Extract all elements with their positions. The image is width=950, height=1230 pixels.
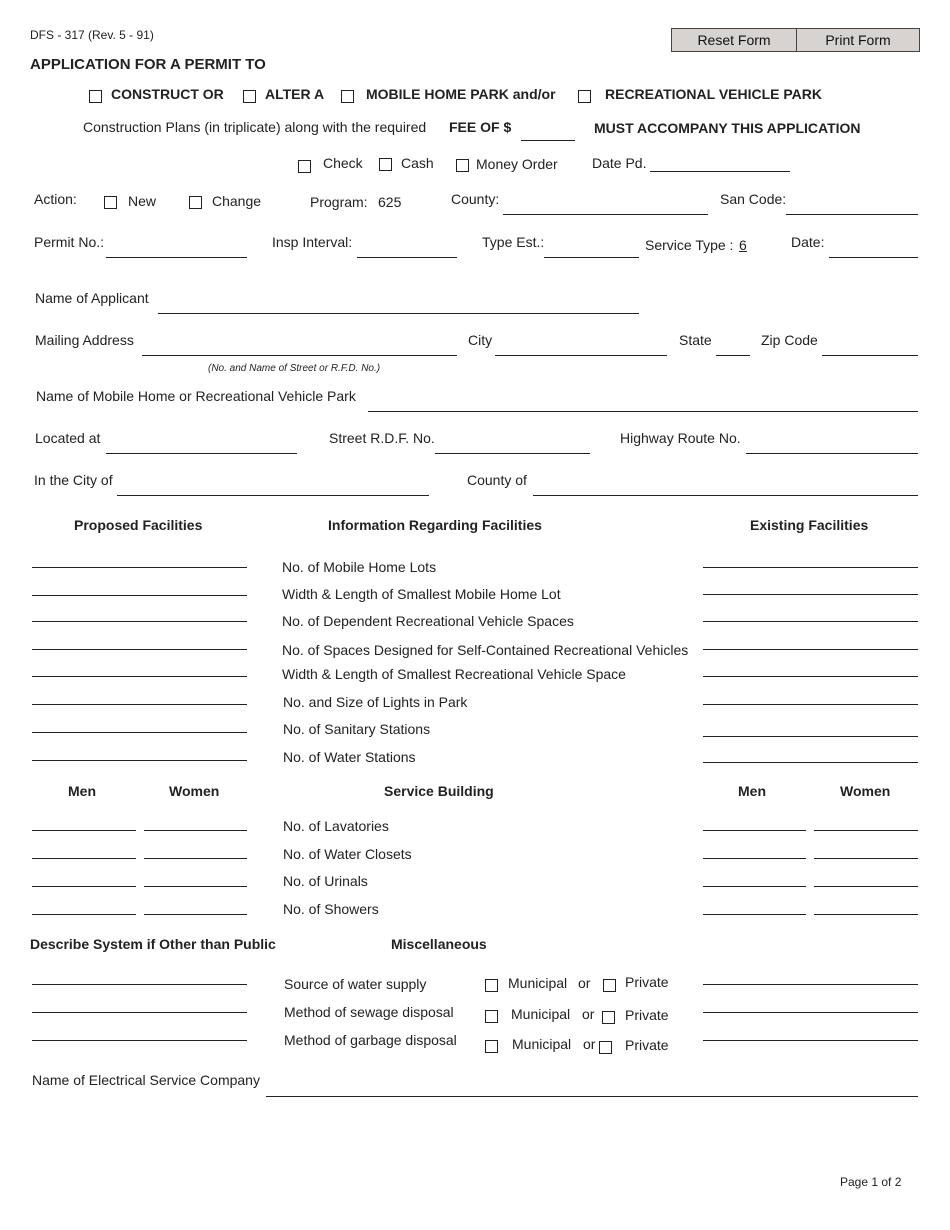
sewage-municipal-checkbox[interactable] [485,1010,498,1023]
men-proposed-field[interactable] [32,886,136,887]
money-order-label: Money Order [476,156,558,172]
service-type-label: Service Type : [645,237,734,253]
date-paid-field[interactable] [650,171,790,172]
proposed-field[interactable] [32,567,247,568]
describe-system-field[interactable] [32,1012,247,1013]
must-accompany-text: MUST ACCOMPANY THIS APPLICATION [594,120,861,136]
service-item: No. of Water Closets [283,846,412,862]
cash-checkbox[interactable] [379,158,392,171]
mailing-address-field[interactable] [142,355,457,356]
women-existing-field[interactable] [814,914,918,915]
mobile-home-park-checkbox[interactable] [341,90,354,103]
or-label: or [582,1006,595,1022]
existing-field[interactable] [703,567,918,568]
form-title: APPLICATION FOR A PERMIT TO [30,56,266,73]
address-note: (No. and Name of Street or R.F.D. No.) [208,363,381,374]
applicant-name-field[interactable] [158,313,639,314]
fee-field[interactable] [521,140,575,141]
proposed-field[interactable] [32,704,247,705]
in-city-field[interactable] [117,495,429,496]
existing-facilities-heading: Existing Facilities [750,517,869,533]
facility-item: No. of Sanitary Stations [283,721,431,737]
describe-system-field[interactable] [32,1040,247,1041]
existing-field[interactable] [703,649,918,650]
garbage-private-checkbox[interactable] [599,1041,612,1054]
type-est-label: Type Est.: [482,234,545,250]
describe-system-heading: Describe System if Other than Public [30,936,276,952]
facility-item: Width & Length of Smallest Mobile Home Lot [282,586,561,602]
check-checkbox[interactable] [298,160,311,173]
street-label: Street R.D.F. No. [329,430,435,446]
fee-text: Construction Plans (in triplicate) along with the required [83,119,427,135]
men-heading-left: Men [68,783,96,799]
women-proposed-field[interactable] [144,858,247,859]
women-existing-field[interactable] [814,858,918,859]
service-item: No. of Urinals [283,873,368,889]
facility-item: No. of Dependent Recreational Vehicle Spaces [282,613,574,629]
reset-form-button[interactable]: Reset Form [671,28,797,52]
private-label: Private [625,1007,669,1023]
water-private-checkbox[interactable] [603,979,616,992]
program-label: Program: [310,194,368,210]
men-heading-right: Men [738,783,766,799]
electric-company-field[interactable] [266,1096,918,1097]
proposed-field[interactable] [32,621,247,622]
existing-field[interactable] [703,676,918,677]
proposed-field[interactable] [32,676,247,677]
date-label: Date: [791,234,825,250]
misc-item: Source of water supply [284,976,427,992]
insp-interval-label: Insp Interval: [272,234,353,250]
form-id: DFS - 317 (Rev. 5 - 91) [30,28,154,42]
county-label: County: [451,191,500,207]
existing-field[interactable] [703,594,918,595]
facility-item: No. of Spaces Designed for Self-Contained Recreational Vehicles [282,642,689,658]
alter-label: ALTER A [265,86,325,102]
money-order-checkbox[interactable] [456,159,469,172]
date-paid-label: Date Pd. [592,155,647,171]
page-number: Page 1 of 2 [840,1175,902,1189]
existing-field[interactable] [703,762,918,763]
women-proposed-field[interactable] [144,830,247,831]
state-label: State [679,332,712,348]
construct-checkbox[interactable] [89,90,102,103]
rv-park-checkbox[interactable] [578,90,591,103]
misc-existing-field[interactable] [703,1040,918,1041]
construct-label: CONSTRUCT OR [111,86,224,102]
municipal-label: Municipal [511,1006,571,1022]
men-existing-field[interactable] [703,886,806,887]
permit-no-label: Permit No.: [34,234,105,250]
men-existing-field[interactable] [703,914,806,915]
new-checkbox[interactable] [104,196,117,209]
check-label: Check [323,155,363,171]
proposed-field[interactable] [32,732,247,733]
miscellaneous-heading: Miscellaneous [391,936,487,952]
info-facilities-heading: Information Regarding Facilities [328,517,542,533]
insp-interval-field[interactable] [357,257,457,258]
sewage-private-checkbox[interactable] [602,1011,615,1024]
or-label: or [583,1036,596,1052]
women-heading-right: Women [840,783,891,799]
garbage-municipal-checkbox[interactable] [485,1040,498,1053]
existing-field[interactable] [703,736,918,737]
describe-system-field[interactable] [32,984,247,985]
existing-field[interactable] [703,621,918,622]
alter-checkbox[interactable] [243,90,256,103]
street-field[interactable] [435,453,590,454]
facility-item: No. and Size of Lights in Park [283,694,468,710]
facility-item: No. of Water Stations [283,749,416,765]
misc-existing-field[interactable] [703,1012,918,1013]
date-field[interactable] [829,257,918,258]
misc-item: Method of sewage disposal [284,1004,454,1020]
new-label: New [128,193,157,209]
men-proposed-field[interactable] [32,914,136,915]
applicant-name-label: Name of Applicant [35,290,149,306]
program-value: 625 [378,194,402,210]
service-building-heading: Service Building [384,783,494,799]
print-form-button[interactable]: Print Form [796,28,920,52]
existing-field[interactable] [703,704,918,705]
san-code-field[interactable] [786,214,918,215]
state-field[interactable] [716,355,750,356]
county-of-label: County of [467,472,527,488]
located-at-label: Located at [35,430,101,446]
proposed-field[interactable] [32,760,247,761]
san-code-label: San Code: [720,191,787,207]
proposed-facilities-heading: Proposed Facilities [74,517,203,533]
mailing-address-label: Mailing Address [35,332,134,348]
municipal-label: Municipal [508,975,568,991]
city-field[interactable] [495,355,667,356]
fee-label: FEE OF $ [449,119,512,135]
county-of-field[interactable] [533,495,918,496]
change-checkbox[interactable] [189,196,202,209]
women-heading-left: Women [169,783,220,799]
service-item: No. of Showers [283,901,379,917]
proposed-field[interactable] [32,649,247,650]
change-label: Change [212,193,262,209]
misc-item: Method of garbage disposal [284,1032,457,1048]
misc-existing-field[interactable] [703,984,918,985]
proposed-field[interactable] [32,595,247,596]
zip-code-field[interactable] [822,355,918,356]
highway-field[interactable] [746,453,918,454]
women-proposed-field[interactable] [144,886,247,887]
type-est-field[interactable] [544,257,639,258]
women-existing-field[interactable] [814,886,918,887]
county-field[interactable] [503,214,708,215]
private-label: Private [625,974,669,990]
water-municipal-checkbox[interactable] [485,979,498,992]
located-at-field[interactable] [106,453,297,454]
facility-item: Width & Length of Smallest Recreational Vehicle Space [282,666,626,682]
in-city-label: In the City of [34,472,113,488]
private-label: Private [625,1037,669,1053]
municipal-label: Municipal [512,1036,572,1052]
permit-no-field[interactable] [106,257,247,258]
facility-item: No. of Mobile Home Lots [282,559,437,575]
men-existing-field[interactable] [703,830,806,831]
men-proposed-field[interactable] [32,830,136,831]
park-name-label: Name of Mobile Home or Recreational Vehicle Park [36,388,356,404]
service-item: No. of Lavatories [283,818,389,834]
electric-company-label: Name of Electrical Service Company [32,1072,260,1088]
highway-label: Highway Route No. [620,430,741,446]
cash-label: Cash [401,155,434,171]
city-label: City [468,332,493,348]
men-proposed-field[interactable] [32,858,136,859]
service-type-value[interactable]: 6 [739,237,747,253]
rv-park-label: RECREATIONAL VEHICLE PARK [605,86,823,102]
or-label: or [578,975,591,991]
women-proposed-field[interactable] [144,914,247,915]
park-name-field[interactable] [368,411,918,412]
mobile-home-park-label: MOBILE HOME PARK and/or [366,86,556,102]
zip-code-label: Zip Code [761,332,818,348]
women-existing-field[interactable] [814,830,918,831]
action-label: Action: [34,191,77,207]
men-existing-field[interactable] [703,858,806,859]
